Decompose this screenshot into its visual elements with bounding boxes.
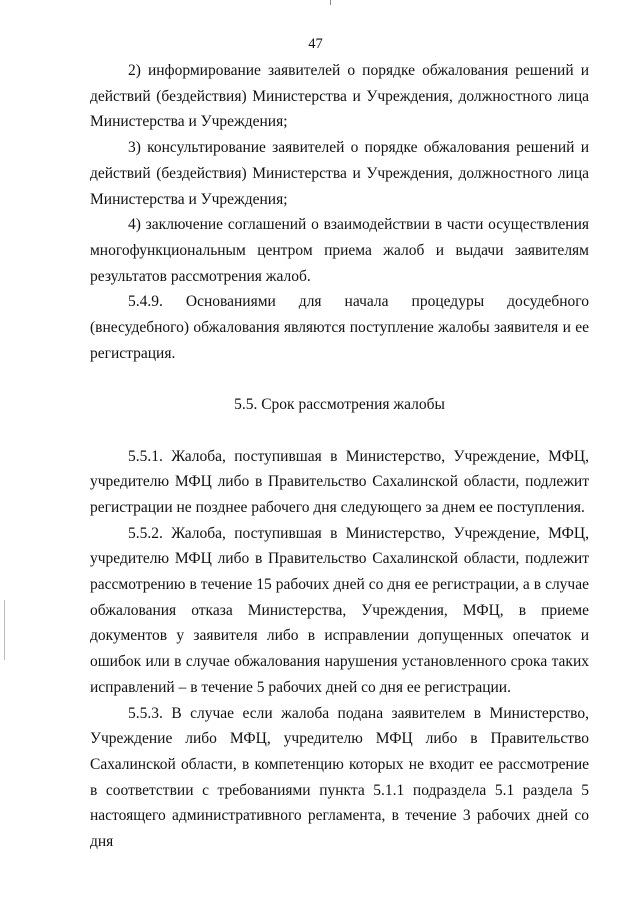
scan-artifact-left-margin <box>4 600 5 660</box>
paragraph-item-2: 2) информирование заявителей о порядке обжалования решений и действий (бездействия) Министерства и Учреждения, должностного лица Министерства и Учреждения; <box>90 62 589 131</box>
paragraph-5-5-2: 5.5.2. Жалоба, поступившая в Министерство, Учреждение, МФЦ, учредителю МФЦ либо в Правительство Сахалинской области, подлежит рассмотрению в течение 15 рабочих дней со дня ее регистрации, а в случае обжалования отказа Министерства, Учреждения, МФЦ, в приеме документов у заявителя либо в исправлении допущенных опечаток и ошибок или в случае обжалования нарушения установленного срока таких исправлений – в течение 5 рабочих дней со дня ее регистрации. <box>90 524 589 696</box>
section-heading-5-5: 5.5. Срок рассмотрения жалобы <box>234 396 445 414</box>
paragraph-5-5-3: 5.5.3. В случае если жалоба подана заявителем в Министерство, Учреждение либо МФЦ, учредителю МФЦ либо в Правительство Сахалинской области, в компетенцию которых не входит ее рассмотрение в соответствии с требованиями пункта 5.1.1 подраздела 5.1 раздела 5 настоящего административного регламента, в течение 3 рабочих дней со дня <box>90 704 589 851</box>
paragraph-item-4: 4) заключение соглашений о взаимодействии в части осуществления многофункциональным центром приема жалоб и выдачи заявителям результатов рассмотрения жалоб. <box>90 216 589 285</box>
document-body <box>90 58 589 855</box>
paragraph-5-4-9: 5.4.9. Основаниями для начала процедуры досудебного (внесудебного) обжалования являются поступление жалобы заявителя и ее регистрация. <box>90 293 589 362</box>
paragraph-5-5-1: 5.5.1. Жалоба, поступившая в Министерство, Учреждение, МФЦ, учредителю МФЦ либо в Правительство Сахалинской области, подлежит регистрации не позднее рабочего дня следующего за днем ее поступления. <box>90 447 589 516</box>
scan-artifact-top <box>330 0 331 5</box>
page-number: 47 <box>308 36 323 52</box>
paragraph-item-3: 3) консультирование заявителей о порядке обжалования решений и действий (бездействия) Министерства и Учреждения, должностного лица Министерства и Учреждения; <box>90 139 589 208</box>
